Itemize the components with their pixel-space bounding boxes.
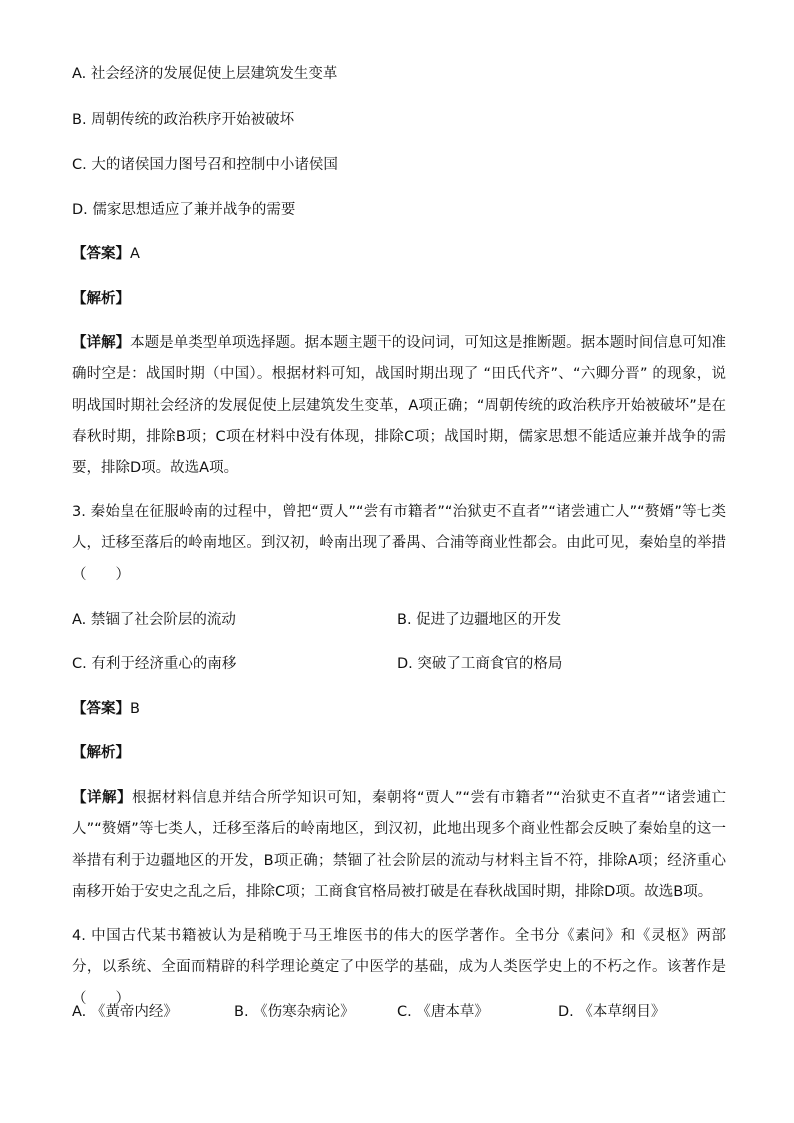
answer-label: 【答案】 <box>72 246 130 262</box>
q2-answer <box>72 244 140 264</box>
answer-label: 【答案】 <box>72 701 130 717</box>
q2-option-a: A. 社会经济的发展促使上层建筑发生变革 <box>72 66 338 82</box>
q3-answer <box>72 699 140 719</box>
q4-option-d: D. 《本草纲目》 <box>558 1004 666 1020</box>
q2-analysis-heading <box>72 289 130 309</box>
q3-stem: 3. 秦始皇在征服岭南的过程中，曾把“贾人”“尝有市籍者”“治狱吏不直者”“诸尝逋亡人”“赘婿”等七类人，迁移至落后的岭南地区。到汉初，岭南出现了番禺、合浦等商业性都会。由此可见，秦始皇的举措（ ） <box>72 504 726 583</box>
q3-analysis-heading <box>72 743 130 763</box>
q3-detail <box>72 783 726 908</box>
q4-option-b: B. 《伤寒杂病论》 <box>234 1004 355 1020</box>
q3-option-b: B. 促进了边疆地区的开发 <box>397 612 562 628</box>
analysis-label: 【解析】 <box>72 745 130 761</box>
q4-option-a: A. 《黄帝内经》 <box>72 1004 178 1020</box>
q2-option-c: C. 大的诸侯国力图号召和控制中小诸侯国 <box>72 157 338 173</box>
detail-text: 根据材料信息并结合所学知识可知，秦朝将“贾人”“尝有市籍者”“治狱吏不直者”“诸尝逋亡人”“赘婿”等七类人，迁移至落后的岭南地区，到汉初，此地出现多个商业性都会反映了秦始皇的这一举措有利于边疆地区的开发，B项正确；禁锢了社会阶层的流动与材料主旨不符，排除A项；经济重心南移开始于安史之乱之后，排除C项；工商食官格局被打破是在春秋战国时期，排除D项。故选B项。 <box>72 790 726 900</box>
answer-value: B <box>130 701 140 717</box>
q4-stem: 4. 中国古代某书籍被认为是稍晚于马王堆医书的伟大的医学著作。全书分《素问》和《灵枢》两部分，以系统、全面而精辟的科学理论奠定了中医学的基础，成为人类医学史上的不朽之作。该著作是（ ） <box>72 928 726 1007</box>
q2-option-d: D. 儒家思想适应了兼并战争的需要 <box>72 202 296 218</box>
q4-option-c: C. 《唐本草》 <box>397 1004 489 1020</box>
detail-label: 【详解】 <box>72 790 132 806</box>
answer-value: A <box>130 246 140 262</box>
q3-option-a: A. 禁锢了社会阶层的流动 <box>72 612 236 628</box>
analysis-label: 【解析】 <box>72 291 130 307</box>
q2-detail <box>72 328 726 484</box>
q2-option-b: B. 周朝传统的政治秩序开始被破坏 <box>72 112 295 128</box>
detail-label: 【详解】 <box>72 335 131 351</box>
detail-text: 本题是单类型单项选择题。据本题主题干的设问词，可知这是推断题。据本题时间信息可知准确时空是：战国时期（中国）。根据材料可知，战国时期出现了 “田氏代齐”、“六卿分晋” 的现象，说明战国时期社会经济的发展促使上层建筑发生变革，A项正确；“周朝传统的政治秩序开始被破坏”是在春秋时期，排除B项；C项在材料中没有体现，排除C项；战国时期，儒家思想不能适应兼并战争的需要，排除D项。故选A项。 <box>72 335 727 477</box>
q3-option-c: C. 有利于经济重心的南移 <box>72 656 237 672</box>
q3-option-d: D. 突破了工商食官的格局 <box>397 656 563 672</box>
